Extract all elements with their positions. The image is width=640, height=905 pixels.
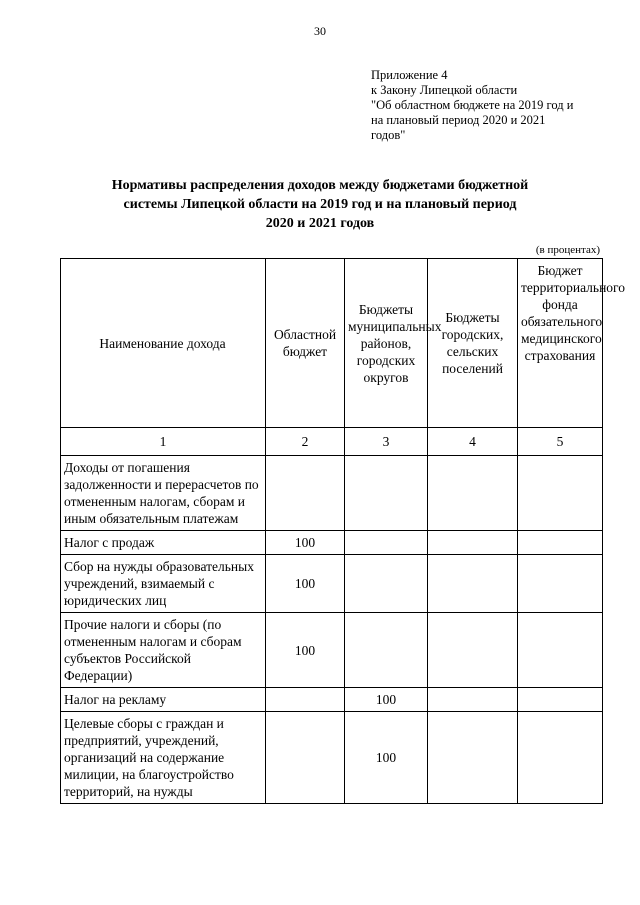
cell-settlements — [428, 712, 518, 804]
column-index: 4 — [428, 428, 518, 456]
appendix-note: Приложение 4 к Закону Липецкой области "Об областном бюджете на 2019 год и на плановый период 2020 и 2021 годов" — [371, 68, 574, 142]
row-name: Доходы от погашения задолженности и перерасчетов по отмененным налогам, сборам и иным обязательным платежам — [61, 456, 266, 531]
table-row — [61, 613, 603, 688]
table-row — [61, 531, 603, 555]
cell-regional: 100 — [266, 531, 345, 555]
cell-regional: 100 — [266, 613, 345, 688]
table-header-row — [61, 259, 603, 428]
row-name: Целевые сборы с граждан и предприятий, учреждений, организаций на содержание милиции, на благоустройство территорий, на нужды — [61, 712, 266, 804]
row-name: Налог с продаж — [61, 531, 266, 555]
header-name: Наименование дохода — [61, 259, 266, 428]
cell-fund — [518, 688, 603, 712]
cell-fund — [518, 712, 603, 804]
row-name: Налог на рекламу — [61, 688, 266, 712]
page-number: 30 — [314, 24, 326, 38]
column-index: 2 — [266, 428, 345, 456]
cell-settlements — [428, 613, 518, 688]
cell-regional — [266, 688, 345, 712]
table-row — [61, 712, 603, 804]
cell-fund — [518, 613, 603, 688]
header-municipal: Бюджеты муниципальных районов, городских округов — [345, 259, 428, 428]
cell-regional: 100 — [266, 555, 345, 613]
cell-municipal: 100 — [345, 712, 428, 804]
unit-note: (в процентах) — [535, 244, 600, 256]
cell-fund — [518, 555, 603, 613]
header-fund: Бюджет территориального фонда обязательного медицинского страхования — [518, 259, 603, 428]
cell-fund — [518, 531, 603, 555]
cell-municipal — [345, 555, 428, 613]
cell-municipal: 100 — [345, 688, 428, 712]
cell-settlements — [428, 456, 518, 531]
cell-fund — [518, 456, 603, 531]
cell-municipal — [345, 456, 428, 531]
cell-regional — [266, 712, 345, 804]
row-name: Сбор на нужды образовательных учреждений, взимаемый с юридических лиц — [61, 555, 266, 613]
cell-municipal — [345, 613, 428, 688]
header-regional: Областной бюджет — [266, 259, 345, 428]
cell-settlements — [428, 688, 518, 712]
document-title: Нормативы распределения доходов между бюджетами бюджетной системы Липецкой области на 2019 год и на плановый период 2020 и 2021 годов — [111, 178, 529, 231]
column-index: 1 — [61, 428, 266, 456]
revenue-distribution-table — [60, 258, 625, 804]
column-index-row — [61, 428, 603, 456]
cell-settlements — [428, 531, 518, 555]
row-name: Прочие налоги и сборы (по отмененным налогам и сборам субъектов Российской Федерации) — [61, 613, 266, 688]
cell-settlements — [428, 555, 518, 613]
table-row — [61, 555, 603, 613]
cell-municipal — [345, 531, 428, 555]
cell-regional — [266, 456, 345, 531]
table-row — [61, 456, 603, 531]
column-index: 3 — [345, 428, 428, 456]
header-settlements: Бюджеты городских, сельских поселений — [428, 259, 518, 428]
table-row — [61, 688, 603, 712]
column-index: 5 — [518, 428, 603, 456]
